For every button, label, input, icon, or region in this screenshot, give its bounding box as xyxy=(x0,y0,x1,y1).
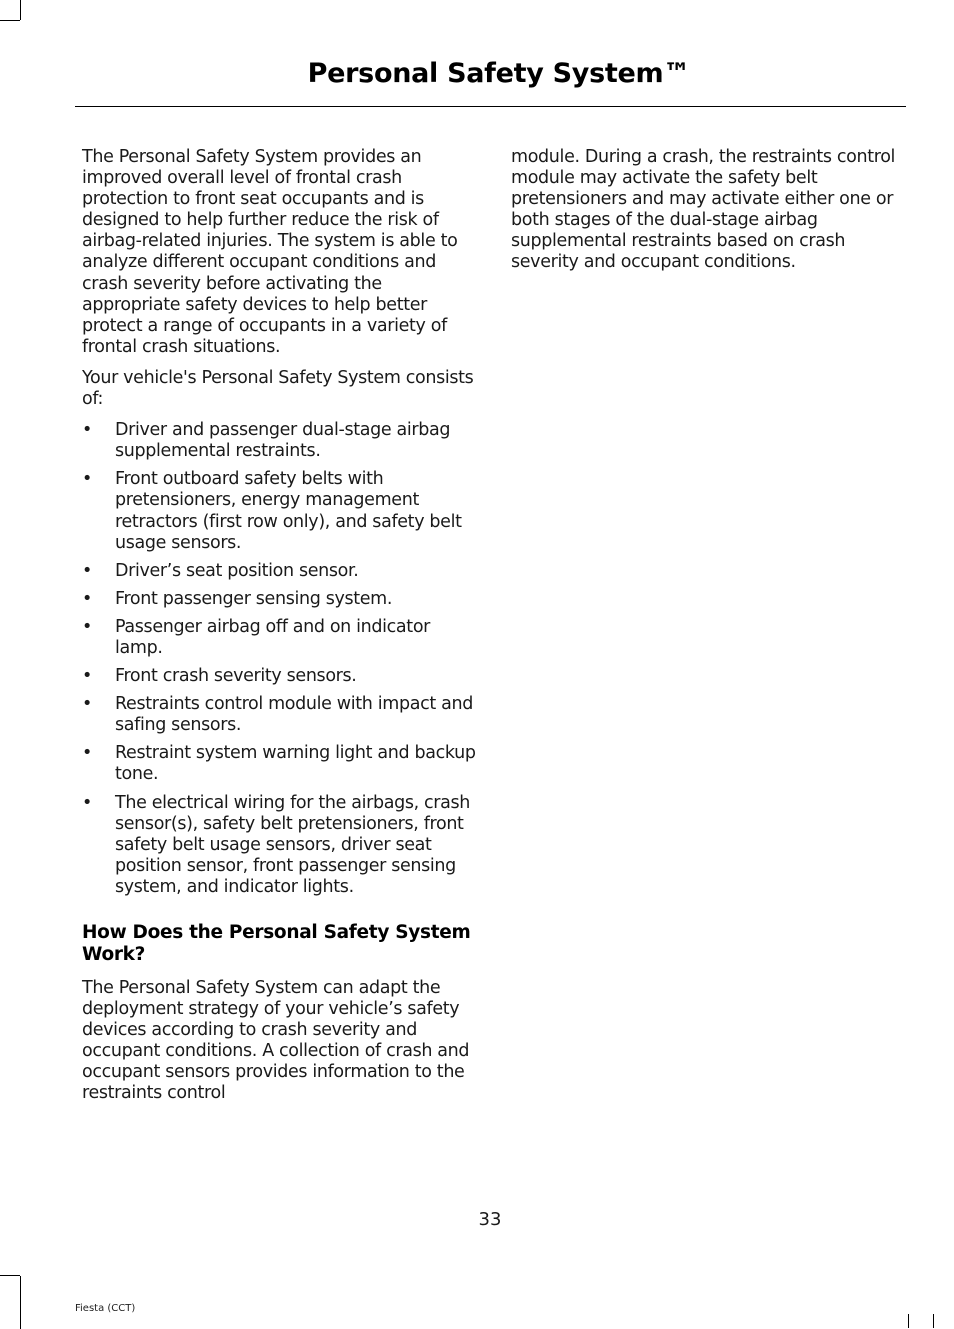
list-item-text: Restraints control module with impact and safing sensors. xyxy=(115,694,473,736)
list-item-text: Front outboard safety belts with pretensioners, energy management retractors (first row only), and safety belt usage sensors. xyxy=(115,469,462,553)
list-item-text: Passenger airbag off and on indicator lamp. xyxy=(115,616,431,658)
list-item xyxy=(82,666,478,687)
continued-paragraph: module. During a crash, the restraints control module may activate the safety belt pretensioners and may activate either one or both stages of the dual-stage airbag supplemental restraints based on crash severity and occupant conditions. xyxy=(511,147,896,273)
list-item xyxy=(82,793,478,898)
list-item-text: The electrical wiring for the airbags, crash sensor(s), safety belt pretensioners, front safety belt usage sensors, driver seat position sensor, front passenger sensing system, and indicator lights. xyxy=(115,792,471,897)
components-list xyxy=(82,420,478,898)
list-item xyxy=(82,469,478,553)
list-item-text: Driver’s seat position sensor. xyxy=(115,560,359,581)
section-paragraph: The Personal Safety System can adapt the deployment strategy of your vehicle’s safety devices according to crash severity and occupant conditions. A collection of crash and occupant sensors provides information to the restraints control xyxy=(82,978,470,1104)
list-item xyxy=(82,420,478,462)
crop-mark-top-left-vertical xyxy=(20,0,21,20)
section-heading: How Does the Personal Safety System Work? xyxy=(82,922,471,965)
bullet-icon: • xyxy=(82,420,92,441)
list-item-text: Front crash severity sensors. xyxy=(115,666,357,687)
bullet-icon: • xyxy=(82,616,92,637)
list-item xyxy=(82,743,478,785)
right-column xyxy=(511,147,907,284)
crop-mark-bottom-left-horizontal xyxy=(0,1275,20,1276)
bullet-icon: • xyxy=(82,469,92,490)
bullet-icon: • xyxy=(82,694,92,715)
crop-mark-top-left-horizontal xyxy=(0,20,20,21)
bullet-icon: • xyxy=(82,588,92,609)
bullet-icon: • xyxy=(82,666,92,687)
list-item-text: Driver and passenger dual-stage airbag supplemental restraints. xyxy=(115,420,451,462)
left-column xyxy=(82,147,478,1115)
list-item xyxy=(82,561,478,582)
list-item xyxy=(82,589,478,610)
list-item-text: Restraint system warning light and backup tone. xyxy=(115,743,476,785)
list-item-text: Front passenger sensing system. xyxy=(115,588,393,609)
page-title: Personal Safety System™ xyxy=(307,58,690,89)
intro-paragraph: The Personal Safety System provides an improved overall level of frontal crash protection to front seat occupants and is designed to help further reduce the risk of airbag-related injuries. The system is able to analyze different occupant conditions and crash severity before activating the appropriate safety devices to help better protect a range of occupants in a variety of frontal crash situations. xyxy=(82,147,458,357)
list-item xyxy=(82,694,478,736)
crop-mark-bottom-left-vertical xyxy=(20,1276,21,1329)
page-number: 33 xyxy=(478,1209,502,1230)
crop-mark-bottom-right-vertical-2 xyxy=(933,1314,934,1328)
list-item xyxy=(82,617,478,659)
document-id: Fiesta (CCT) xyxy=(75,1303,136,1314)
bullet-icon: • xyxy=(82,743,92,764)
consists-of-paragraph: Your vehicle's Personal Safety System consists of: xyxy=(82,367,474,410)
title-divider xyxy=(75,106,906,107)
bullet-icon: • xyxy=(82,560,92,581)
bullet-icon: • xyxy=(82,792,92,813)
crop-mark-bottom-right-vertical-1 xyxy=(908,1314,909,1328)
